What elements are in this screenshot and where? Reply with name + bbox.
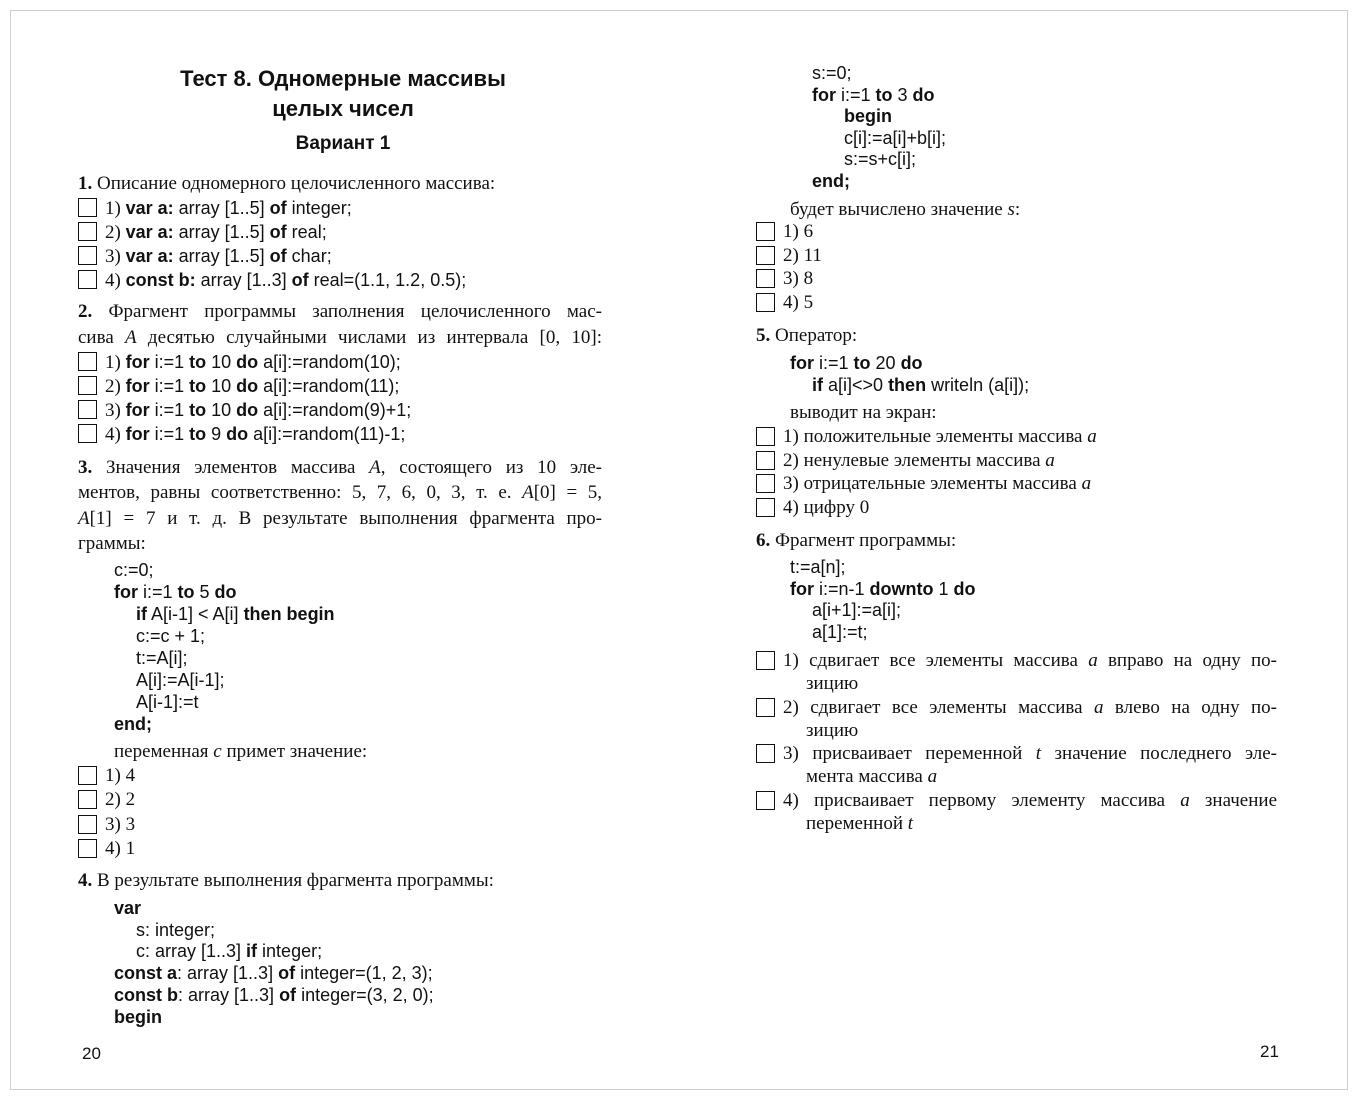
answer-checkbox[interactable] [78, 400, 97, 419]
variable-name: a [1094, 696, 1104, 718]
question-3-prompt [114, 740, 367, 764]
option-body [804, 450, 1055, 471]
code-line [812, 374, 1029, 396]
keyword: to [189, 424, 207, 444]
test-title-line2: целых чисел [272, 96, 414, 121]
answer-checkbox[interactable] [756, 474, 775, 493]
text-span: i:=1 [836, 84, 876, 105]
text-span: 10 [206, 352, 237, 372]
text-span: влево на одну по- [1103, 696, 1278, 718]
text-span: переменная [114, 741, 214, 762]
text-span: a[i]:=random(9)+1; [258, 400, 412, 420]
question-1-text [78, 172, 495, 196]
option-number: 4) [783, 789, 815, 811]
text-span: char; [286, 246, 332, 266]
question-3-line3 [78, 507, 602, 531]
answer-checkbox[interactable] [78, 766, 97, 785]
text-span: a[i]:=random(11)-1; [248, 424, 406, 444]
answer-option-text [105, 764, 135, 788]
option-number: 3) [783, 743, 813, 764]
question-3-line2 [78, 481, 602, 505]
keyword: do [236, 400, 259, 420]
code-line [790, 578, 976, 600]
keyword: for [125, 352, 150, 372]
question-6-text [756, 529, 956, 553]
keyword: do [953, 578, 976, 599]
variable-name: a [1045, 449, 1055, 471]
option-body [126, 789, 136, 810]
keyword: var a: [125, 222, 174, 242]
code-line [114, 713, 152, 735]
text-span: real=(1.1, 1.2, 0.5); [308, 270, 467, 290]
text-span: writeln (a[i]); [926, 375, 1030, 395]
keyword: to [853, 353, 871, 373]
keyword: to [177, 582, 195, 602]
text-span: A[i]:=A[i-1]; [136, 670, 225, 690]
code-line [114, 581, 237, 603]
keyword: var a: [125, 198, 174, 218]
keyword: for [125, 424, 150, 444]
question-number: 5. [756, 325, 771, 346]
keyword: do [236, 376, 259, 396]
text-span: i:=n-1 [814, 578, 870, 599]
text-span: 1 [933, 578, 954, 599]
answer-option-text [783, 267, 813, 291]
answer-checkbox[interactable] [756, 293, 775, 312]
text-span: сдвигает все элементы массива [810, 696, 1094, 718]
answer-option-text [783, 496, 869, 520]
option-body [126, 352, 401, 372]
option-body [126, 765, 136, 786]
text-span: s:=0; [812, 63, 852, 83]
option-body [804, 292, 814, 313]
text-span: 11 [803, 244, 822, 266]
option-body [126, 838, 136, 859]
question-number: 1. [78, 173, 93, 194]
keyword: do [236, 352, 259, 372]
code-line [136, 919, 215, 941]
answer-checkbox[interactable] [78, 352, 97, 371]
question-text: Фрагмент программы заполнения целочисленного мас- [108, 301, 602, 322]
text-span: integer=(3, 2, 0); [296, 984, 434, 1005]
option-number: 1) [105, 198, 126, 219]
keyword: end; [812, 170, 850, 191]
text-span: цифру 0 [803, 496, 870, 518]
text-span: примет значение: [221, 741, 368, 762]
answer-option-text [783, 742, 1277, 766]
keyword: begin [114, 1006, 162, 1027]
code-line [812, 84, 935, 106]
text-span: i:=1 [149, 400, 190, 420]
question-4-prompt [790, 198, 1020, 222]
variable-name: А [125, 327, 137, 348]
option-number: 3) [105, 246, 126, 267]
keyword: if [812, 375, 823, 395]
keyword: for [812, 84, 836, 105]
keyword: of [269, 246, 287, 266]
keyword: const a [114, 963, 178, 984]
text-span: зицию [806, 719, 859, 741]
code-line [844, 127, 946, 149]
text-span: a[i]<>0 [823, 375, 889, 395]
option-number: 3) [783, 473, 804, 494]
option-body [804, 221, 814, 242]
keyword: const b [114, 984, 179, 1005]
answer-checkbox[interactable] [756, 222, 775, 241]
answer-checkbox[interactable] [756, 651, 775, 670]
answer-option-text [783, 649, 1277, 673]
text-span: A[i-1] < A[i] [147, 604, 244, 624]
keyword: to [189, 400, 207, 420]
variable-name: a [1087, 426, 1097, 447]
text-span: array [1..5] [173, 222, 270, 242]
option-number: 1) [783, 221, 804, 242]
option-number: 3) [783, 268, 804, 290]
text-span: c: array [1..3] [136, 941, 247, 962]
option-number: 4) [783, 496, 804, 518]
option-number: 1) [105, 352, 126, 373]
keyword: end; [114, 714, 152, 734]
answer-checkbox[interactable] [756, 744, 775, 763]
keyword: if [246, 941, 258, 962]
variable-name: А [522, 482, 534, 503]
code-line [114, 1006, 162, 1028]
answer-checkbox[interactable] [756, 269, 775, 288]
text-span: s: integer; [136, 919, 216, 940]
option-number: 2) [105, 222, 126, 243]
text-span: присваивает переменной [812, 743, 1036, 764]
answer-checkbox[interactable] [756, 246, 775, 265]
text-span: i:=1 [149, 352, 190, 372]
keyword: var a: [125, 246, 174, 266]
text-span: сдвигает все элементы массива [809, 650, 1089, 671]
question-5-prompt: выводит на экран: [790, 402, 937, 423]
answer-checkbox[interactable] [78, 270, 97, 289]
text-span: integer=(1, 2, 3); [295, 963, 433, 984]
keyword: var [114, 898, 142, 918]
text-span: : [1014, 199, 1021, 220]
variable-name: a [1081, 473, 1092, 494]
question-2-line2 [78, 326, 602, 350]
option-number: 1) [105, 765, 126, 786]
answer-checkbox[interactable] [756, 498, 775, 517]
page-number-right: 21 [1260, 1042, 1279, 1061]
text-span: a[i]:=random(11); [258, 376, 400, 396]
variable-name: t [907, 812, 914, 834]
answer-option-text [105, 244, 332, 269]
answer-option-text [783, 244, 822, 268]
keyword: for [125, 376, 150, 396]
code-line [844, 148, 916, 170]
code-line [812, 62, 852, 84]
keyword: do [912, 84, 935, 105]
option-number: 2) [105, 376, 126, 397]
option-body [804, 268, 814, 289]
text-span: 6 [803, 221, 814, 242]
keyword: for [790, 578, 814, 599]
text-span: i:=1 [138, 582, 178, 602]
keyword: const b: [125, 270, 196, 290]
answer-checkbox[interactable] [756, 427, 775, 446]
code-line [844, 105, 892, 127]
keyword: of [269, 222, 287, 242]
answer-option-text [105, 374, 399, 399]
text-span: десятью случайными числами из интервала [0, 10]: [136, 327, 603, 348]
text-span: 9 [206, 424, 227, 444]
text-span: ненулевые элементы массива [803, 449, 1046, 471]
variant-heading: Вариант 1 [295, 133, 391, 154]
code-line [114, 962, 433, 984]
keyword: of [278, 963, 296, 984]
code-line [136, 940, 322, 962]
question-2-line1 [78, 300, 602, 324]
text-span: 10 [206, 400, 237, 420]
keyword: do [214, 582, 237, 602]
keyword: begin [844, 106, 892, 126]
answer-checkbox[interactable] [756, 791, 775, 810]
answer-checkbox[interactable] [78, 222, 97, 241]
question-number: 2. [78, 301, 93, 322]
text-span: A[i-1]:=t [136, 692, 199, 712]
keyword: to [875, 84, 893, 105]
text-span: вправо на одну по- [1097, 650, 1278, 671]
text-span: array [1..3] [195, 270, 292, 290]
option-number: 1) [783, 650, 810, 671]
text-span: : array [1..3] [177, 963, 279, 984]
keyword: then begin [243, 604, 335, 624]
question-number: 4. [78, 870, 93, 891]
text-span: i:=1 [149, 376, 190, 396]
question-text: Описание одномерного целочисленного массива: [97, 173, 496, 194]
test-title-line1: Тест 8. Одномерные массивы [180, 66, 506, 91]
text-span: integer; [286, 198, 352, 218]
text-span: 5 [194, 582, 215, 602]
option-number: 4) [105, 424, 126, 445]
answer-checkbox[interactable] [78, 376, 97, 395]
keyword: of [279, 984, 297, 1005]
keyword: do [900, 353, 923, 373]
text-span: сива [78, 327, 126, 348]
text-span: 5 [803, 292, 814, 314]
answer-option-text-continued [806, 765, 937, 789]
code-line [136, 647, 188, 669]
option-body [126, 222, 327, 242]
keyword: of [291, 270, 309, 290]
option-body [126, 270, 467, 290]
option-number: 4) [105, 270, 126, 291]
keyword: to [189, 376, 207, 396]
text-span: s:=s+c[i]; [844, 149, 917, 169]
keyword: for [114, 582, 138, 602]
variable-name: А [78, 508, 90, 529]
option-body [804, 497, 870, 518]
answer-checkbox[interactable] [78, 790, 97, 809]
answer-option-text [105, 350, 401, 375]
text-span: c:=c + 1; [136, 626, 206, 646]
text-span: будет вычислено значение [790, 199, 1008, 220]
option-number: 3) [105, 400, 126, 421]
answer-option-text [783, 449, 1055, 473]
answer-checkbox[interactable] [78, 246, 97, 265]
answer-option-text [783, 472, 1091, 496]
option-number: 1) [783, 426, 804, 447]
code-line [790, 556, 846, 578]
text-span: integer; [257, 941, 323, 962]
answer-option-text-continued [806, 719, 858, 743]
answer-option-text [105, 268, 466, 293]
variable-name: с [213, 741, 222, 762]
code-line [812, 621, 868, 643]
text-span: 1 [125, 837, 136, 859]
variable-name: a [927, 766, 938, 787]
answer-option-text [783, 696, 1277, 720]
variable-name: А [369, 457, 381, 478]
text-span: значение [1189, 789, 1277, 811]
option-number: 3) [105, 813, 126, 835]
answer-checkbox[interactable] [78, 815, 97, 834]
text-span: Значения элементов массива [106, 457, 370, 478]
option-number: 2) [105, 789, 126, 811]
keyword: downto [869, 578, 934, 599]
option-body [126, 246, 332, 266]
text-span: зицию [806, 673, 859, 694]
question-3-line1 [78, 456, 602, 480]
text-span: 20 [870, 353, 901, 373]
answer-option-text [105, 837, 135, 861]
option-body [126, 814, 136, 835]
code-line [812, 170, 850, 192]
text-span: переменной [806, 812, 908, 834]
variable-name: s [1007, 199, 1015, 220]
answer-checkbox[interactable] [78, 198, 97, 217]
answer-option-text [105, 220, 327, 245]
text-span: отрицательные элементы массива [803, 473, 1082, 494]
text-span: array [1..5] [173, 198, 270, 218]
text-span: [0] = 5, [533, 482, 602, 503]
text-span: 2 [125, 789, 136, 811]
text-span: array [1..5] [173, 246, 270, 266]
text-span: : array [1..3] [178, 984, 280, 1005]
answer-option-text [105, 813, 135, 837]
text-span: 10 [206, 376, 237, 396]
answer-option-text-continued [806, 812, 913, 836]
option-body [126, 400, 412, 420]
text-span: 4 [125, 765, 136, 786]
keyword: if [136, 604, 147, 624]
question-4-text [78, 869, 494, 893]
text-span: [1] = 7 и т. д. В результате выполнения фрагмента про- [89, 508, 602, 529]
text-span: 3 [125, 813, 136, 835]
option-body [804, 426, 1097, 447]
keyword: of [269, 198, 287, 218]
text-span: присваивает первому элементу массива [814, 789, 1181, 811]
option-body [804, 473, 1092, 494]
answer-checkbox[interactable] [78, 424, 97, 443]
question-number: 3. [78, 457, 93, 478]
text-span: real; [286, 222, 327, 242]
text-span: a[i]:=random(10); [258, 352, 401, 372]
option-number: 2) [783, 244, 804, 266]
text-span: , состоящего из 10 эле- [380, 457, 603, 478]
option-body [126, 376, 400, 396]
option-number: 2) [783, 449, 804, 471]
question-text: Оператор: [775, 325, 858, 346]
variable-name: a [1180, 789, 1190, 811]
code-line [812, 599, 901, 621]
code-line [136, 691, 199, 713]
text-span: ментов, равны соответственно: 5, 7, 6, 0, 3, т. е. [78, 482, 523, 503]
option-body [126, 424, 406, 444]
text-span: c:=0; [114, 560, 154, 580]
text-span: a[1]:=t; [812, 621, 868, 642]
variable-name: t [1035, 743, 1042, 764]
keyword: then [888, 375, 927, 395]
question-5-text [756, 324, 857, 348]
answer-option-text-continued [806, 672, 858, 696]
answer-option-text [105, 422, 405, 447]
text-span: t:=a[n]; [790, 557, 846, 577]
text-span: i:=1 [149, 424, 190, 444]
answer-checkbox[interactable] [756, 451, 775, 470]
answer-option-text [105, 196, 352, 221]
question-text: В результате выполнения фрагмента программы: [97, 870, 494, 891]
code-line [114, 984, 434, 1006]
text-span: мента массива [806, 766, 928, 787]
code-line [136, 603, 335, 625]
text-span: 3 [892, 84, 913, 105]
question-text: Фрагмент программы: [775, 530, 957, 551]
question-3-line4: граммы: [78, 533, 146, 554]
code-line [790, 352, 923, 374]
keyword: to [189, 352, 207, 372]
keyword: for [125, 400, 150, 420]
code-line [136, 625, 205, 647]
keyword: do [226, 424, 249, 444]
answer-option-text [783, 220, 813, 244]
answer-option-text [783, 291, 813, 315]
question-number: 6. [756, 530, 771, 551]
option-number: 4) [783, 292, 804, 314]
variable-name: a [1088, 650, 1098, 671]
code-line [114, 897, 141, 919]
text-span: значение последнего эле- [1041, 743, 1278, 764]
option-body [126, 198, 352, 218]
answer-checkbox[interactable] [78, 839, 97, 858]
answer-option-text [783, 789, 1277, 813]
page-number-left: 20 [82, 1044, 101, 1063]
keyword: for [790, 353, 814, 373]
text-span: c[i]:=a[i]+b[i]; [844, 127, 947, 148]
code-line [136, 669, 225, 691]
option-body [804, 245, 822, 266]
answer-checkbox[interactable] [756, 698, 775, 717]
text-span: a[i+1]:=a[i]; [812, 600, 902, 620]
answer-option-text [105, 788, 135, 812]
text-span: 8 [803, 268, 814, 290]
answer-option-text [105, 398, 411, 423]
option-number: 2) [783, 696, 811, 718]
answer-option-text [783, 425, 1097, 449]
text-span: i:=1 [814, 353, 854, 373]
code-line [114, 559, 154, 581]
text-span: t:=A[i]; [136, 648, 188, 668]
option-number: 4) [105, 837, 126, 859]
text-span: положительные элементы массива [803, 426, 1088, 447]
